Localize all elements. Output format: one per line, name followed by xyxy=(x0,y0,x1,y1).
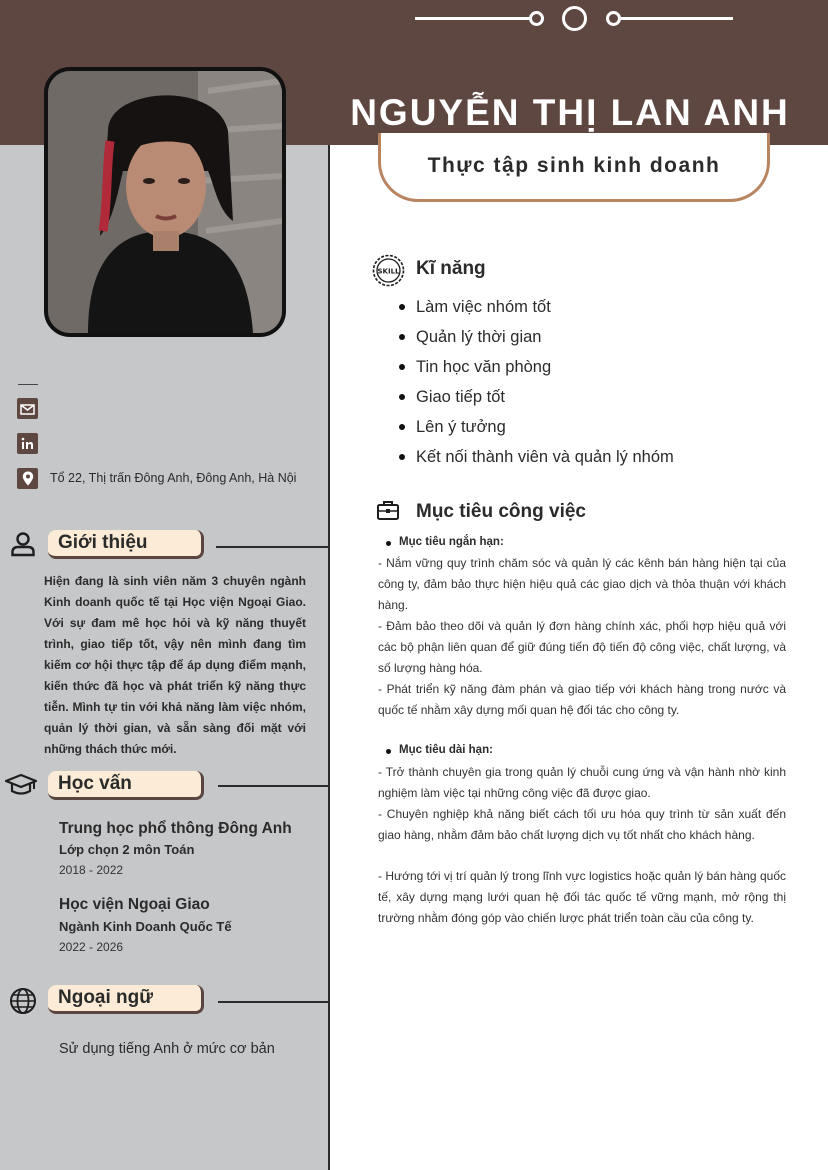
job-title-pill: Thực tập sinh kinh doanh xyxy=(378,133,770,202)
education-school-2: Học viện Ngoại Giao xyxy=(59,896,210,913)
profile-photo xyxy=(44,67,286,337)
education-section-line xyxy=(218,785,328,787)
decorative-dot xyxy=(606,11,621,26)
location-pin-icon xyxy=(17,468,38,489)
skill-item: Làm việc nhóm tốt xyxy=(398,296,674,326)
education-years-2: 2022 - 2026 xyxy=(59,940,124,954)
contact-divider xyxy=(18,384,38,385)
long-term-paragraph-3: - Hướng tới vị trí quản lý trong lĩnh vực logistics hoặc quản lý bán hàng quốc tế, xây dựng mạng lưới quan hệ đối tác quốc tế vững mạnh, mở rộng thị trường nhằm đóng góp vào chiến lược phát triển toàn cầu của công ty. xyxy=(378,869,786,925)
short-term-paragraph-2: - Đảm bảo theo dõi và quản lý đơn hàng chính xác, phối hợp hiệu quả với các bộ phận liên quan để giữ đúng tiến độ tiến độ công việc, chất lượng, và số lượng hàng hóa. xyxy=(378,619,786,675)
long-term-paragraph-1: - Trở thành chuyên gia trong quản lý chuỗi cung ứng và vận hành nhờ kinh nghiệm làm việc tại những công việc đã được giao. xyxy=(378,765,786,800)
objectives-section-title: Mục tiêu công việc xyxy=(416,501,586,522)
globe-icon xyxy=(9,987,37,1020)
long-term-label: Mục tiêu dài hạn: xyxy=(399,744,493,756)
education-major-1: Lớp chọn 2 môn Toán xyxy=(59,842,195,857)
skills-list xyxy=(398,296,674,476)
short-term-paragraph-1: - Nắm vững quy trình chăm sóc và quản lý các kênh bán hàng hiện tại của công ty, đảm bảo thực hiện hiệu quả các giao dịch và thỏa thuận với khách hàng. xyxy=(378,556,786,612)
skill-badge-text: SKILL xyxy=(377,267,400,276)
education-section-title: Học vấn xyxy=(48,771,204,800)
email-icon xyxy=(17,398,38,419)
intro-section-line xyxy=(216,546,328,548)
languages-section-title: Ngoại ngữ xyxy=(48,985,204,1014)
briefcase-icon xyxy=(376,499,400,526)
graduation-cap-icon xyxy=(4,773,38,804)
short-term-label: Mục tiêu ngắn hạn: xyxy=(399,536,504,548)
decorative-line-left xyxy=(415,17,531,20)
skill-item: Giao tiếp tốt xyxy=(398,386,674,416)
decorative-circle xyxy=(562,6,587,31)
education-school-1: Trung học phổ thông Đông Anh xyxy=(59,820,292,837)
skill-item: Lên ý tưởng xyxy=(398,416,674,446)
linkedin-icon xyxy=(17,433,38,454)
skill-item: Kết nối thành viên và quản lý nhóm xyxy=(398,446,674,476)
short-term-paragraph-3: - Phát triển kỹ năng đàm phán và giao tiếp với khách hàng trong nước và quốc tế nhằm xây dựng mối quan hệ đối tác cho công ty. xyxy=(378,682,786,717)
languages-section-line xyxy=(218,1001,328,1003)
address-text: Tổ 22, Thị trấn Đông Anh, Đông Anh, Hà Nội xyxy=(50,471,297,485)
decorative-dot xyxy=(529,11,544,26)
long-term-paragraph-2: - Chuyên nghiệp khả năng biết cách tối ưu hóa quy trình từ sản xuất đến giao hàng, nhằm đảm bảo chất lượng dịch vụ tốt nhất cho khách hàng. xyxy=(378,807,786,842)
education-major-2: Ngành Kinh Doanh Quốc Tế xyxy=(59,919,232,934)
decorative-line-right xyxy=(620,17,733,20)
skills-section-title: Kĩ năng xyxy=(416,258,486,279)
intro-paragraph: Hiện đang là sinh viên năm 3 chuyên ngành Kinh doanh quốc tế tại Học viện Ngoại Giao. Với sự đam mê học hỏi và kỹ năng thuyết trình, giao tiếp tốt, vậy nên mình đang tìm kiếm cơ hội thực tập để áp dụng điểm mạnh, kiến thức đã học và phát triển kỹ năng thực tiễn. Mình tự tin với khả năng làm việc nhóm, quản lý thời gian, và sẵn sàng đối mặt với những thách thức mới. xyxy=(44,574,306,756)
intro-section-title: Giới thiệu xyxy=(48,530,204,559)
person-icon xyxy=(10,531,36,562)
skill-badge-icon xyxy=(372,254,405,292)
candidate-name: NGUYỄN THỊ LAN ANH xyxy=(350,92,790,133)
skill-item: Tin học văn phòng xyxy=(398,356,674,386)
skill-item: Quản lý thời gian xyxy=(398,326,674,356)
education-years-1: 2018 - 2022 xyxy=(59,863,124,877)
languages-text: Sử dụng tiếng Anh ở mức cơ bản xyxy=(59,1041,275,1057)
